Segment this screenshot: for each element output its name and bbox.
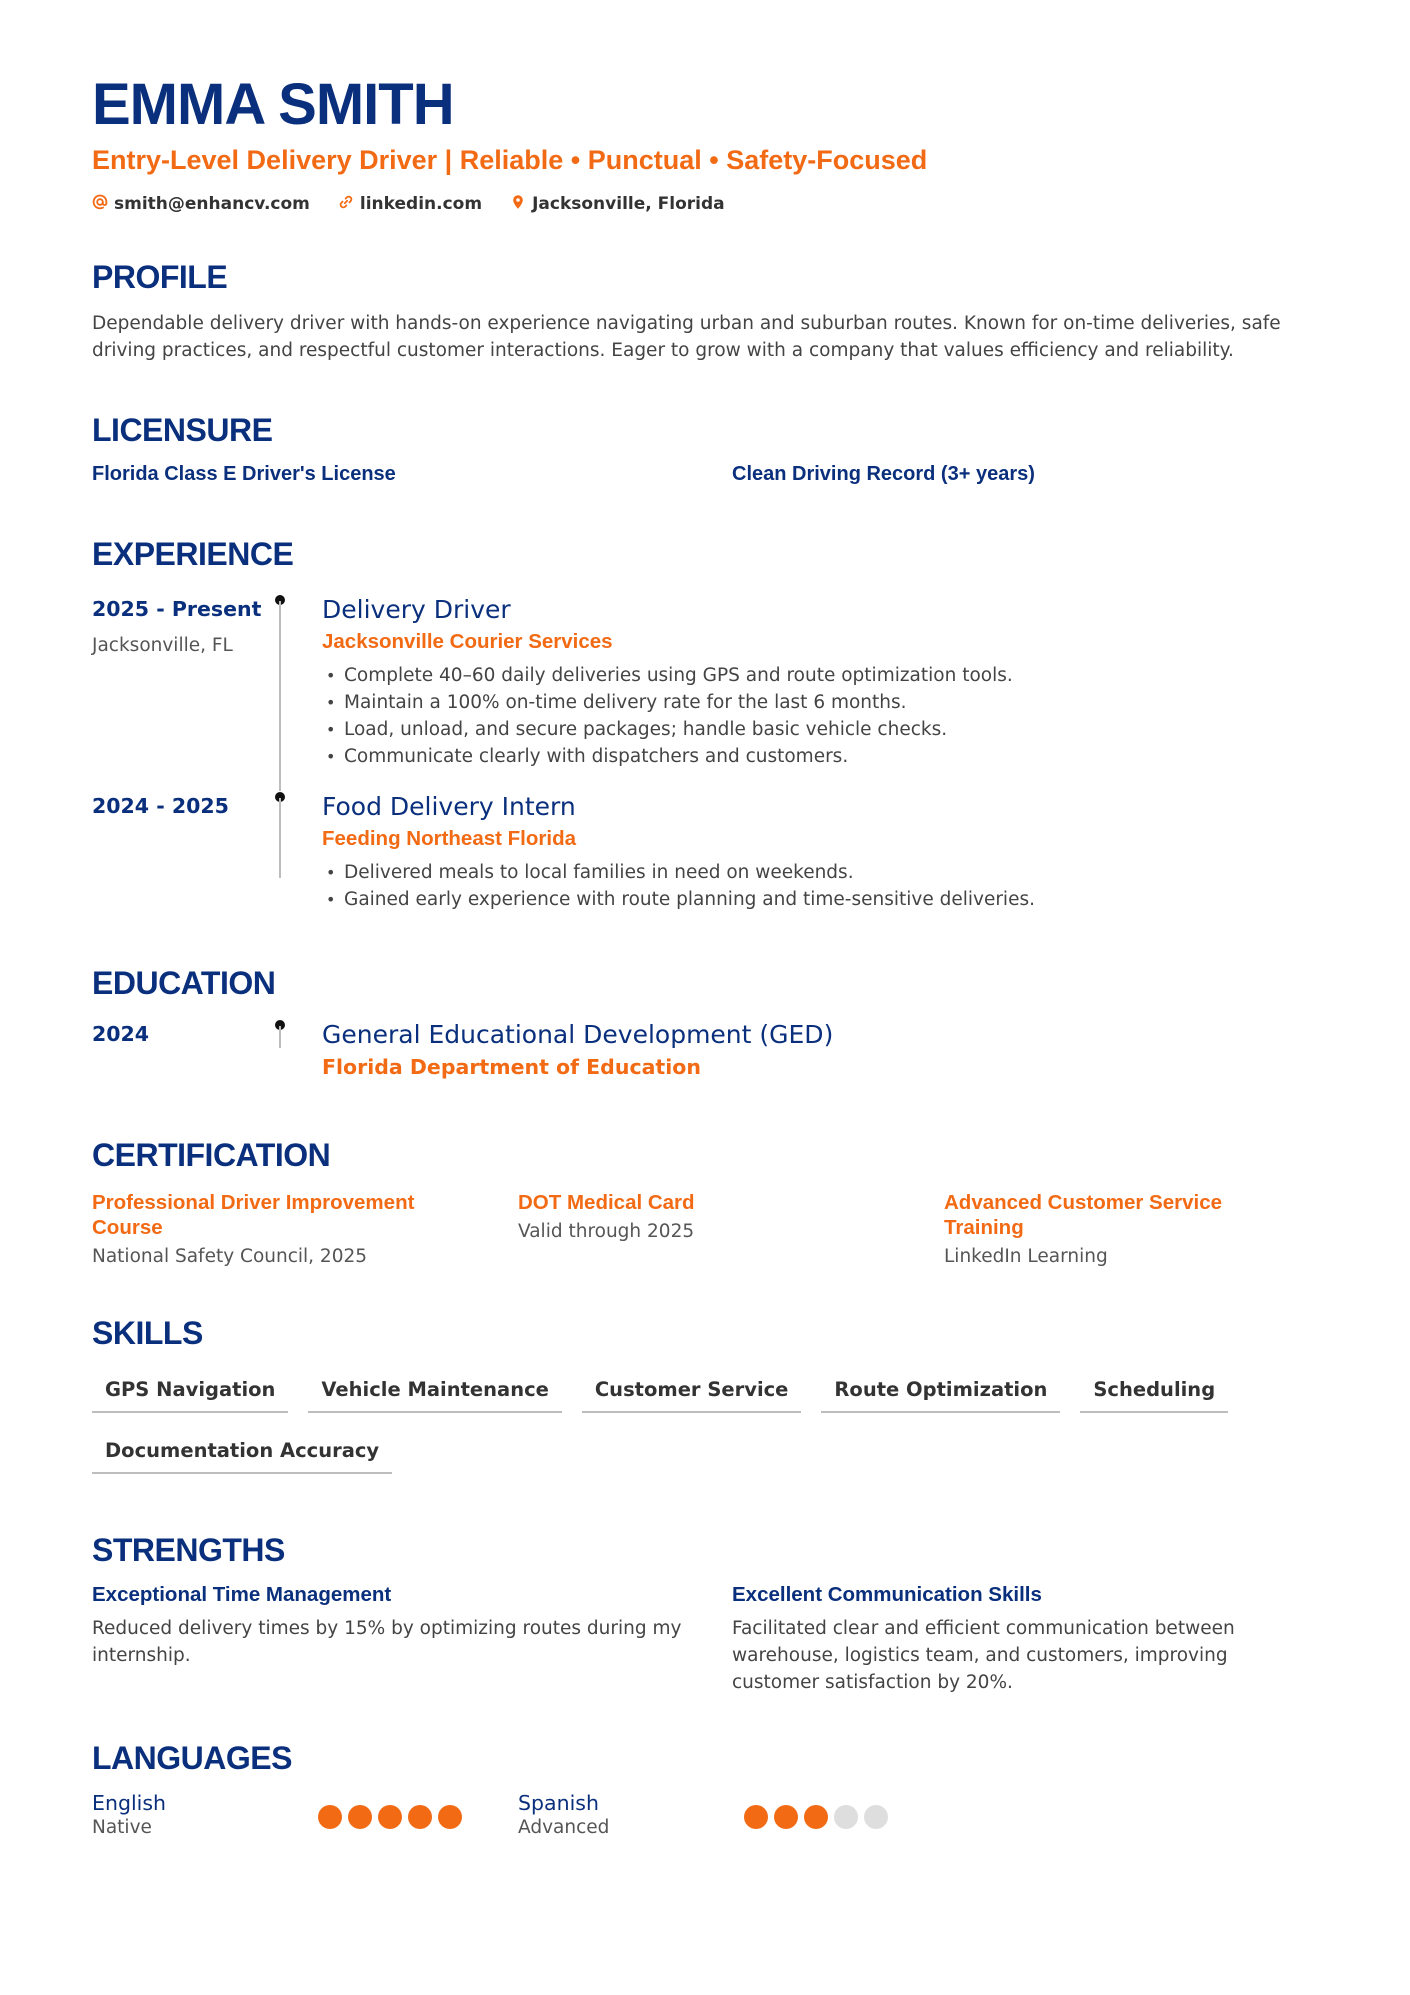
rating-dot-filled [774, 1805, 798, 1829]
bullet-item: • Complete 40–60 daily deliveries using GPS and route optimization tools. [322, 662, 1318, 689]
certification-title: CERTIFICATION [92, 1136, 331, 1173]
rating-dot-filled [438, 1805, 462, 1829]
profile-section [92, 259, 1318, 364]
candidate-name: EMMA SMITH [92, 72, 454, 137]
strengths-section [92, 1532, 1318, 1696]
licensure-list [92, 463, 1318, 486]
strength-title: Excellent Communication Skills [732, 1582, 1042, 1606]
languages-section [92, 1740, 1318, 1838]
education-details [322, 1020, 1318, 1079]
skills-title: SKILLS [92, 1314, 203, 1351]
rating-dot-filled [348, 1805, 372, 1829]
skill-tag: GPS Navigation [92, 1370, 288, 1413]
timeline-line [279, 601, 281, 791]
skill-tag: Documentation Accuracy [92, 1431, 392, 1474]
language-rating [744, 1805, 944, 1838]
experience-meta [92, 595, 322, 770]
timeline-line [279, 798, 281, 878]
language-level: Native [92, 1816, 152, 1838]
contact-linkedin[interactable] [338, 194, 482, 215]
language-item [518, 1791, 944, 1838]
experience-role: Food Delivery Intern [322, 791, 576, 821]
rating-dot-filled [408, 1805, 432, 1829]
skill-tag: Route Optimization [821, 1370, 1060, 1413]
location-pin-icon [510, 194, 526, 215]
contact-location [510, 194, 725, 215]
resume-header [92, 72, 1318, 215]
language-level: Advanced [518, 1816, 610, 1838]
contact-location-text: Jacksonville, Florida [532, 194, 725, 215]
contact-bar [92, 194, 1318, 215]
contact-linkedin-text: linkedin.com [359, 194, 483, 215]
experience-meta [92, 792, 322, 913]
experience-bullets [322, 859, 1318, 913]
link-icon [338, 194, 354, 215]
bullet-item: • Maintain a 100% on-time delivery rate for the last 6 months. [322, 689, 1318, 716]
experience-date: 2024 - 2025 [92, 793, 229, 818]
experience-role: Delivery Driver [322, 594, 511, 624]
bullet-item: • Gained early experience with route planning and time-sensitive deliveries. [322, 886, 1318, 913]
strengths-title: STRENGTHS [92, 1531, 285, 1568]
language-item [92, 1791, 518, 1838]
profile-text: Dependable delivery driver with hands-on experience navigating urban and suburban routes. Known for on-time deliveries, safe driving practices, and respectful customer interactions. Eager to grow with a company that values efficiency and reliability. [92, 312, 1281, 361]
experience-entry [92, 792, 1318, 913]
at-icon [92, 194, 108, 215]
contact-email[interactable] [92, 194, 310, 215]
licensure-section [92, 412, 1318, 486]
contact-email-text: smith@enhancv.com [114, 194, 310, 215]
skills-list [92, 1370, 1272, 1474]
education-org: Florida Department of Education [322, 1054, 701, 1079]
candidate-tagline: Entry-Level Delivery Driver | Reliable • Punctual • Safety-Focused [92, 144, 928, 175]
experience-section [92, 536, 1318, 913]
certification-section [92, 1137, 1318, 1267]
certification-list [92, 1190, 1318, 1267]
rating-dot-filled [744, 1805, 768, 1829]
bullet-item: • Delivered meals to local families in need on weekends. [322, 859, 1318, 886]
languages-list [92, 1791, 1318, 1838]
experience-title: EXPERIENCE [92, 535, 294, 572]
certification-issuer: Valid through 2025 [518, 1220, 695, 1242]
experience-company: Feeding Northeast Florida [322, 826, 576, 850]
language-name: Spanish [518, 1790, 599, 1815]
language-name: English [92, 1790, 167, 1815]
skill-tag: Scheduling [1080, 1370, 1228, 1413]
education-entry [92, 1020, 1318, 1079]
certification-issuer: National Safety Council, 2025 [92, 1245, 368, 1267]
skill-tag: Vehicle Maintenance [308, 1370, 561, 1413]
profile-title: PROFILE [92, 258, 228, 295]
bullet-item: • Load, unload, and secure packages; handle basic vehicle checks. [322, 716, 1318, 743]
education-meta [92, 1020, 322, 1079]
experience-details [322, 595, 1318, 770]
strengths-list [92, 1583, 1318, 1696]
education-title: EDUCATION [92, 964, 276, 1001]
certification-name: Advanced Customer Service Training [944, 1190, 1223, 1239]
education-degree: General Educational Development (GED) [322, 1019, 834, 1049]
bullet-item: • Communicate clearly with dispatchers and customers. [322, 743, 1318, 770]
rating-dot-filled [804, 1805, 828, 1829]
strength-description: Reduced delivery times by 15% by optimizing routes during my internship. [92, 1617, 682, 1666]
certification-item [944, 1190, 1318, 1267]
languages-title: LANGUAGES [92, 1739, 292, 1776]
strength-item [732, 1583, 1318, 1696]
experience-details [322, 792, 1318, 913]
rating-dot-empty [834, 1805, 858, 1829]
certification-name: DOT Medical Card [518, 1190, 695, 1214]
strength-description: Facilitated clear and efficient communication between warehouse, logistics team, and customers, improving customer satisfaction by 20%. [732, 1617, 1235, 1693]
language-rating [318, 1805, 518, 1838]
licensure-item: Florida Class E Driver's License [92, 462, 396, 485]
strength-title: Exceptional Time Management [92, 1582, 392, 1606]
skills-section [92, 1315, 1318, 1474]
certification-item [92, 1190, 518, 1267]
strength-item [92, 1583, 732, 1696]
experience-entry [92, 595, 1318, 770]
education-section [92, 965, 1318, 1079]
timeline-line [279, 1026, 281, 1048]
certification-issuer: LinkedIn Learning [944, 1245, 1108, 1267]
certification-item [518, 1190, 944, 1267]
licensure-item: Clean Driving Record (3+ years) [732, 462, 1035, 485]
licensure-title: LICENSURE [92, 411, 273, 448]
experience-bullets [322, 662, 1318, 770]
rating-dot-empty [864, 1805, 888, 1829]
education-date: 2024 [92, 1021, 150, 1046]
experience-date: 2025 - Present [92, 596, 262, 621]
experience-company: Jacksonville Courier Services [322, 629, 613, 653]
rating-dot-filled [378, 1805, 402, 1829]
rating-dot-filled [318, 1805, 342, 1829]
certification-name: Professional Driver Improvement Course [92, 1190, 415, 1239]
experience-location: Jacksonville, FL [92, 634, 233, 656]
skill-tag: Customer Service [582, 1370, 802, 1413]
